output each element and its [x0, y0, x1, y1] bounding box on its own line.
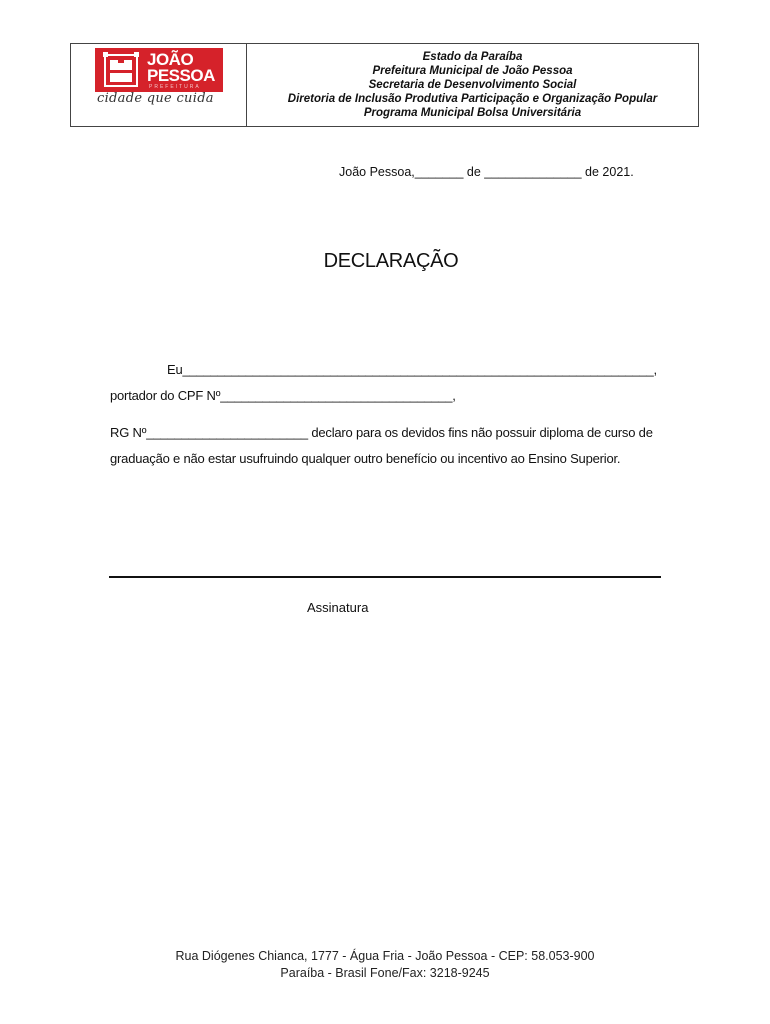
footer-line-2: Paraíba - Brasil Fone/Fax: 3218-9245: [280, 966, 490, 980]
logo-tagline: cidade que cuida: [97, 91, 214, 106]
prefeitura-logo: [95, 48, 223, 92]
declaration-text: graduação e não estar usufruindo qualquer outro benefício ou incentivo ao Ensino Superior.: [110, 451, 621, 466]
header-text: [247, 44, 698, 126]
city-crest-icon: [101, 51, 141, 89]
footer-address: [0, 948, 770, 982]
logo-cell: [71, 44, 247, 126]
rg-line: RG Nº_______________________ declaro para os devidos fins não possuir diploma de curso de: [110, 425, 653, 440]
cpf-line: portador do CPF Nº_________________________________,: [110, 388, 456, 403]
header-diretoria: Diretoria de Inclusão Produtiva Participação e Organização Popular: [287, 93, 658, 105]
signature-line: [109, 576, 661, 578]
logo-word-joao: JOÃO: [147, 50, 194, 69]
logo-subtitle: PREFEITURA: [149, 84, 201, 90]
logo-word-pessoa: PESSOA: [147, 66, 215, 85]
date-line: João Pessoa,_______ de ______________ de 2021.: [339, 165, 634, 179]
document-title: DECLARAÇÃO: [323, 250, 459, 272]
signature-label: Assinatura: [307, 600, 369, 615]
footer-line-1: Rua Diógenes Chianca, 1777 - Água Fria - João Pessoa - CEP: 58.053-900: [175, 949, 595, 963]
name-line: Eu___________________________________________________________________,: [167, 362, 657, 377]
header-prefeitura: Prefeitura Municipal de João Pessoa: [372, 65, 573, 77]
header-secretaria: Secretaria de Desenvolvimento Social: [368, 79, 577, 91]
header-programa: Programa Municipal Bolsa Universitária: [363, 107, 582, 119]
letterhead: [70, 43, 699, 127]
header-state: Estado da Paraíba: [422, 51, 523, 63]
